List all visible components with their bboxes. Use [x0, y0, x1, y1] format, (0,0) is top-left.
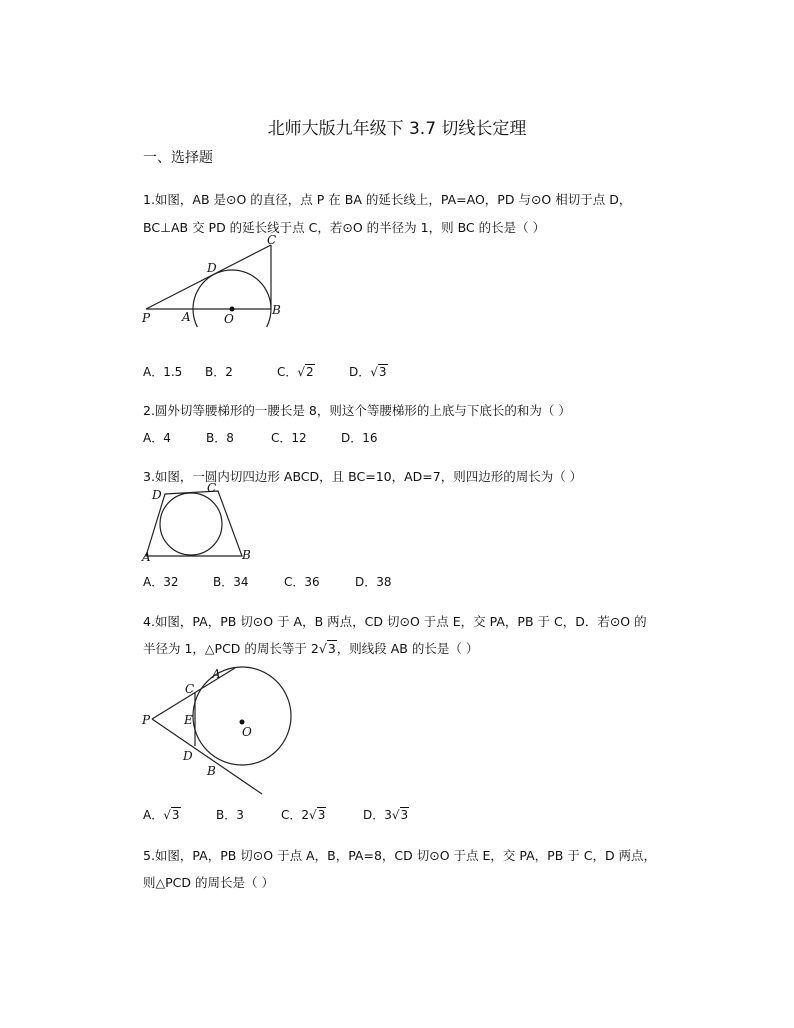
q1-center-dot: [230, 307, 235, 312]
q2-option-b[interactable]: B．8: [206, 431, 234, 445]
q1-line-pc: [146, 245, 271, 309]
q1-label-p: P: [142, 311, 151, 325]
q2-option-c[interactable]: C．12: [271, 431, 307, 445]
q3-option-c[interactable]: C．36: [284, 575, 320, 589]
q1-label-d: D: [207, 261, 217, 275]
q3-options: [143, 573, 392, 590]
q3-text: 3.如图，一圆内切四边形 ABCD，且 BC=10，AD=7，则四边形的周长为（ ）: [143, 469, 583, 484]
q1-option-a[interactable]: A．1.5: [143, 365, 183, 379]
q3-option-b[interactable]: B．34: [213, 575, 249, 589]
q3-circle: [160, 493, 222, 555]
q4-circle: [193, 667, 291, 765]
q3-label-a: A: [142, 550, 151, 564]
q4-option-a[interactable]: A．√3: [143, 808, 180, 822]
sqrt-symbol: √: [318, 641, 327, 656]
q4-label-b: B: [207, 764, 216, 778]
sqrt-symbol: √: [309, 808, 317, 822]
page-title: 北师大版九年级下 3.7 切线长定理: [267, 119, 527, 139]
sqrt-symbol: √: [391, 808, 400, 822]
q2-options: [143, 429, 378, 446]
q4-text-line2: 半径为 1，△PCD 的周长等于 2√3，则线段 AB 的长是（ ）: [143, 641, 479, 656]
q2-option-d[interactable]: D．16: [341, 431, 378, 445]
q4-option-b[interactable]: B．3: [216, 808, 244, 822]
q1-option-d[interactable]: D．√3: [349, 365, 387, 379]
q1-label-a: A: [182, 310, 191, 324]
q4-label-a: A: [212, 667, 221, 681]
q1-text-line2: BC⊥AB 交 PD 的延长线于点 C，若⊙O 的半径为 1，则 BC 的长是（ ）: [143, 220, 546, 235]
q4-option-d[interactable]: D．3√3: [363, 808, 409, 822]
q2-text: 2.圆外切等腰梯形的一腰长是 8，则这个等腰梯形的上底与下底长的和为（ ）: [143, 403, 571, 418]
q4-option-c[interactable]: C．2√3: [281, 808, 326, 822]
q4-label-d: D: [183, 749, 193, 763]
q3-figure: [140, 482, 260, 564]
q2-option-a[interactable]: A．4: [143, 431, 171, 445]
q1-label-o: O: [224, 312, 234, 326]
q4-figure: [138, 660, 298, 798]
q4-label-p: P: [142, 713, 151, 727]
q1-text-line1: 1.如图，AB 是⊙O 的直径，点 P 在 BA 的延长线上，PA=AO，PD 与⊙O 相切于点 D，: [143, 192, 632, 207]
q4-label-o: O: [242, 725, 252, 739]
sqrt-symbol: √: [297, 365, 306, 379]
q4-center-dot: [240, 720, 245, 725]
q3-option-a[interactable]: A．32: [143, 575, 179, 589]
q3-label-b: B: [242, 548, 251, 562]
q3-option-d[interactable]: D．38: [355, 575, 392, 589]
q1-options: [143, 363, 388, 380]
q4-text-line1: 4.如图，PA，PB 切⊙O 于 A，B 两点，CD 切⊙O 于点 E，交 PA，PB 于 C，D．若⊙O 的: [143, 614, 647, 629]
q5-text-line1: 5.如图，PA，PB 切⊙O 于点 A，B，PA=8，CD 切⊙O 于点 E，交 PA，PB 于 C，D 两点，: [143, 848, 657, 863]
q1-option-c[interactable]: C．√2: [277, 365, 314, 379]
q3-label-c: C: [207, 482, 217, 495]
q4-options: [143, 806, 409, 823]
q1-option-b[interactable]: B．2: [205, 365, 233, 379]
q5-text-line2: 则△PCD 的周长是（ ）: [143, 875, 274, 890]
sqrt-symbol: √: [163, 808, 171, 822]
sqrt-symbol: √: [370, 365, 378, 379]
q4-label-e: E: [184, 713, 193, 727]
q3-label-d: D: [152, 488, 162, 502]
q1-figure: [138, 232, 288, 327]
q4-label-c: C: [185, 682, 195, 696]
q1-label-b: B: [272, 303, 281, 317]
section-heading: 一、选择题: [143, 150, 213, 166]
q1-label-c: C: [267, 233, 277, 247]
